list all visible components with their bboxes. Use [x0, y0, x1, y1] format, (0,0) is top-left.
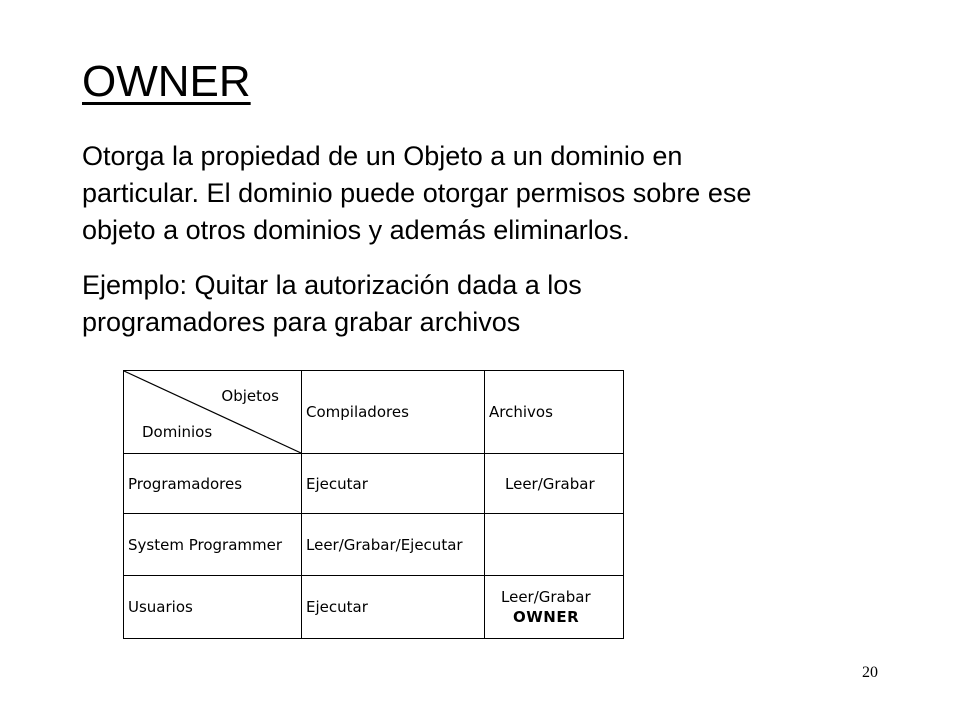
archivos-rights-cell [485, 514, 624, 576]
row-domain-cell: Programadores [124, 454, 302, 514]
archivos-rights-text: Leer/Grabar [501, 588, 591, 606]
access-matrix-table [123, 370, 624, 639]
archivos-rights-cell: Leer/Grabar [485, 454, 624, 514]
domains-axis-label: Dominios [142, 423, 213, 441]
compiladores-rights-cell: Ejecutar [302, 576, 485, 639]
example-line: programadores para grabar archivos [82, 307, 521, 337]
table-row [124, 454, 624, 514]
compiladores-rights-cell: Ejecutar [302, 454, 485, 514]
row-domain-cell: System Programmer [124, 514, 302, 576]
column-header-compiladores: Compiladores [302, 371, 485, 454]
matrix-corner-cell [124, 371, 302, 454]
description-line: particular. El dominio puede otorgar permisos sobre ese [82, 178, 752, 208]
description-line: Otorga la propiedad de un Objeto a un dominio en [82, 141, 683, 171]
archivos-rights-cell [485, 576, 624, 639]
description-paragraph [82, 138, 922, 249]
example-paragraph [82, 267, 782, 341]
description-line: objeto a otros dominios y además eliminarlos. [82, 215, 630, 245]
page-number: 20 [862, 664, 878, 681]
table-header-row [124, 371, 624, 454]
column-header-archivos: Archivos [485, 371, 624, 454]
row-domain-cell: Usuarios [124, 576, 302, 639]
owner-tag: OWNER [513, 608, 580, 626]
example-line: Ejemplo: Quitar la autorización dada a los [82, 270, 582, 300]
objects-axis-label: Objetos [221, 387, 279, 405]
slide-title: OWNER [82, 57, 251, 106]
table-row [124, 514, 624, 576]
table-row [124, 576, 624, 639]
compiladores-rights-cell: Leer/Grabar/Ejecutar [302, 514, 485, 576]
